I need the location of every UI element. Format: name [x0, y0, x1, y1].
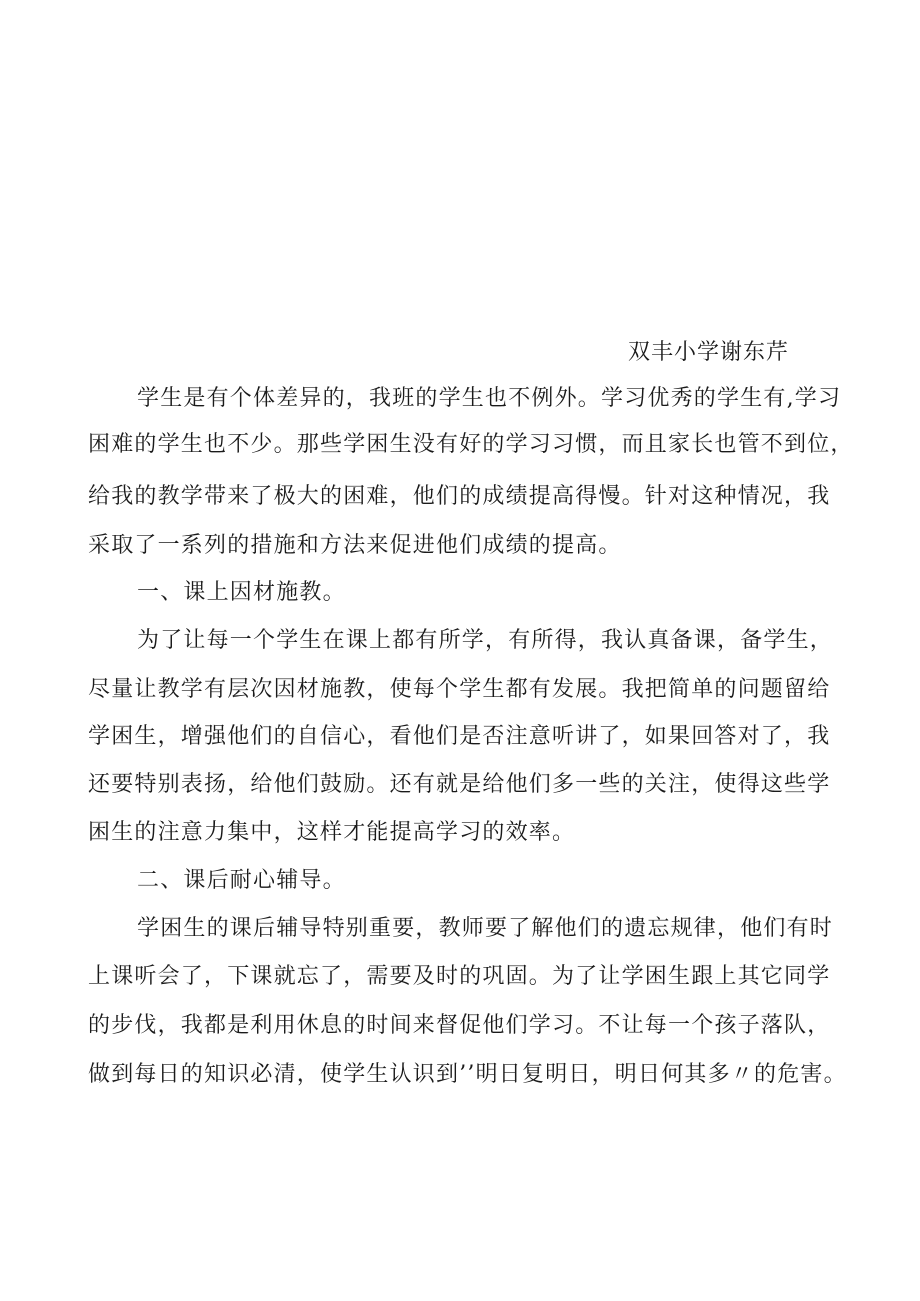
- paragraph-line: 采取了一系列的措施和方法来促进他们成绩的提高。: [88, 533, 622, 558]
- section-heading: 一、课上因材施教。: [137, 580, 346, 605]
- paragraph-line: 做到每日的知识必清，使学生认识到’’明日复明日，明日何其多〃的危害。: [88, 1062, 847, 1087]
- paragraph-line: 学困生的课后辅导特别重要，教师要了解他们的遗忘规律，他们有时: [137, 916, 834, 941]
- paragraph-line: 给我的教学带来了极大的困难，他们的成绩提高得慢。针对这种情况，我: [88, 484, 831, 509]
- paragraph-line: 还要特别表扬，给他们鼓励。还有就是给他们多一些的关注，使得这些学: [88, 772, 831, 797]
- paragraph-line: 的步伐，我都是利用休息的时间来督促他们学习。不让每一个孩子落队，: [88, 1013, 831, 1038]
- paragraph-line: 为了让每一个学生在课上都有所学，有所得，我认真备课，备学生，: [137, 628, 834, 653]
- paragraph-line: 尽量让教学有层次因材施教，使每个学生都有发展。我把简单的问题留给: [88, 677, 831, 702]
- section-heading: 二、课后耐心辅导。: [137, 868, 346, 893]
- paragraph-line: 困难的学生也不少。那些学困生没有好的学习习惯，而且家长也管不到位，: [88, 432, 854, 457]
- paragraph-line: 上课听会了，下课就忘了，需要及时的巩固。为了让学困生跟上其它同学: [88, 964, 831, 989]
- author-line: 双丰小学谢东芹: [628, 340, 790, 365]
- paragraph-line: 学生是有个体差异的，我班的学生也不例外。学习优秀的学生有,学习: [137, 386, 842, 411]
- paragraph-line: 困生的注意力集中，这样才能提高学习的效率。: [88, 820, 576, 845]
- paragraph-line: 学困生，增强他们的自信心，看他们是否注意听讲了，如果回答对了，我: [88, 724, 831, 749]
